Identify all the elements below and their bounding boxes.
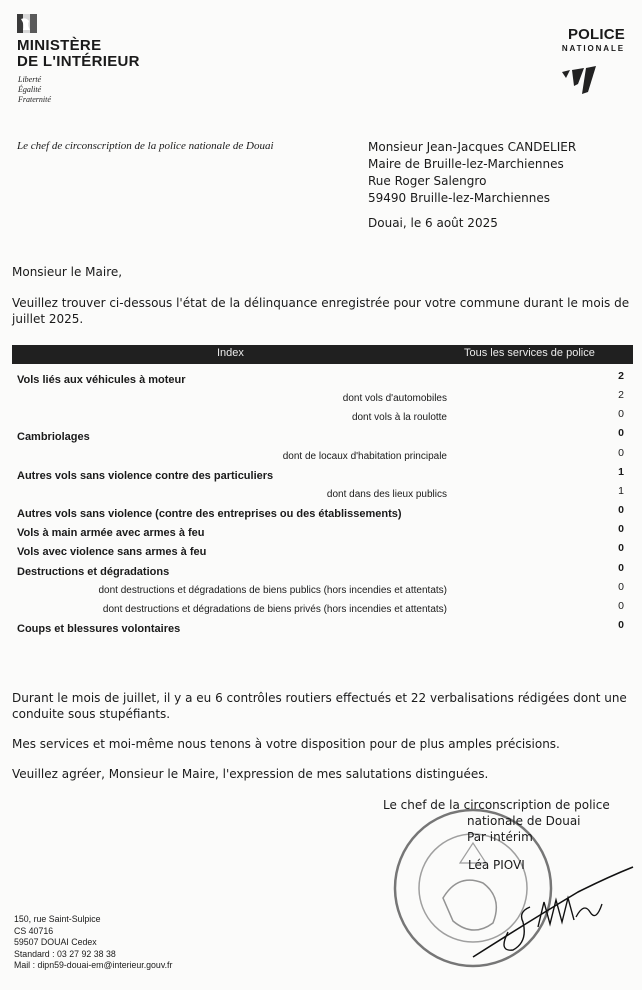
- row-category-label: Cambriolages: [17, 431, 90, 444]
- row-subcategory-label: dont dans des lieux publics: [326, 488, 447, 500]
- signature-line-3: Par intérim: [467, 830, 533, 844]
- ministry-name: [17, 38, 140, 70]
- row-subcategory-label: dont vols à la roulotte: [351, 412, 447, 424]
- row-category-label: Vols liés aux véhicules à moteur: [17, 374, 186, 386]
- address-phone: Standard : 03 27 92 38 38: [14, 948, 116, 959]
- recipient-street: Rue Roger Salengro: [368, 174, 487, 188]
- row-category-label: Autres vols sans violence contre des particuliers: [17, 469, 274, 482]
- row-value: 0: [618, 504, 624, 517]
- row-subcategory-label: dont vols d'automobiles: [342, 393, 447, 405]
- table-row: [0, 561, 642, 584]
- table-row: [0, 484, 642, 507]
- intro-paragraph: Veuillez trouver ci-dessous l'état de la délinquance enregistrée pour votre commune durant le mois de juillet 2025.: [12, 296, 630, 326]
- row-value: 0: [618, 542, 624, 555]
- motto-egalite: Égalité: [18, 85, 42, 94]
- motto-fraternite: Fraternité: [18, 95, 51, 104]
- row-value: 0: [618, 561, 624, 574]
- address-street: 150, rue Saint-Sulpice: [14, 914, 101, 924]
- police-logo-line-1: POLICE: [567, 26, 625, 43]
- ministry-line-2: DE L'INTÉRIEUR: [17, 53, 140, 70]
- table-row: [0, 427, 642, 449]
- row-subcategory-label: dont destructions et dégradations de biens publics (hors incendies et attentats): [98, 584, 447, 596]
- marianne-logo-icon: [17, 14, 37, 33]
- row-value: 0: [618, 580, 624, 593]
- salutation: Monsieur le Maire,: [12, 265, 123, 279]
- row-value: 0: [618, 446, 624, 459]
- row-value: 0: [618, 599, 624, 612]
- address-cs: CS 40716: [14, 925, 54, 936]
- table-row: [0, 370, 642, 392]
- signatory-name: Léa PIOVI: [468, 858, 525, 872]
- row-value: 2: [618, 389, 624, 402]
- table-row: [0, 389, 642, 411]
- table-row: [0, 504, 642, 526]
- police-wings-icon: [560, 64, 598, 94]
- address-city: 59507 DOUAI Cedex: [14, 937, 97, 947]
- row-value: 1: [618, 465, 624, 478]
- motto-liberte: Liberté: [18, 75, 42, 84]
- row-category-label: Autres vols sans violence (contre des entreprises ou des établissements): [17, 508, 402, 521]
- table-row: [0, 408, 642, 430]
- row-category-label: Vols à main armée avec armes à feu: [17, 527, 205, 540]
- row-value: 0: [618, 408, 624, 421]
- signature-line-1: Le chef de la circonscription de police: [383, 798, 610, 812]
- table-row: [0, 542, 642, 564]
- recipient-address: [368, 139, 576, 207]
- paragraph-controls: Durant le mois de juillet, il y a eu 6 contrôles routiers effectués et 22 verbalisations rédigées dont une conduite sous stupéfiants.: [12, 691, 627, 721]
- table-row: [0, 580, 642, 603]
- office-address: [14, 914, 172, 972]
- table-row: [0, 446, 642, 469]
- table-header: [12, 345, 633, 364]
- table-row: [0, 523, 642, 545]
- paragraph-greetings: Veuillez agréer, Monsieur le Maire, l'expression de mes salutations distinguées.: [12, 767, 489, 781]
- signature-line-2: nationale de Douai: [467, 814, 581, 828]
- row-value: 0: [618, 427, 624, 440]
- recipient-title: Maire de Bruille-lez-Marchiennes: [368, 157, 564, 171]
- recipient-city: 59490 Bruille-lez-Marchiennes: [368, 191, 550, 205]
- row-value: 2: [618, 370, 624, 382]
- police-nationale-logo: [562, 28, 625, 56]
- row-subcategory-label: dont destructions et dégradations de biens privés (hors incendies et attentats): [102, 603, 447, 615]
- police-logo-line-2: NATIONALE: [561, 44, 625, 53]
- column-header-index: Index: [217, 347, 244, 359]
- recipient-name: Monsieur Jean-Jacques CANDELIER: [368, 140, 577, 154]
- address-mail: Mail : dipn59-douai-em@interieur.gouv.fr: [14, 960, 173, 970]
- table-row: [0, 465, 642, 488]
- row-subcategory-label: dont de locaux d'habitation principale: [282, 450, 447, 462]
- row-category-label: Vols avec violence sans armes à feu: [17, 546, 207, 559]
- closing-paragraphs: [12, 690, 634, 796]
- table-row: [0, 618, 642, 641]
- column-header-services: Tous les services de police: [464, 347, 595, 359]
- row-category-label: Destructions et dégradations: [17, 565, 170, 578]
- paragraph-availability: Mes services et moi-même nous tenons à votre disposition pour de plus amples précisions.: [12, 737, 560, 751]
- sender-title: Le chef de circonscription de la police nationale de Douai: [17, 140, 274, 152]
- handwritten-signature: [468, 862, 638, 962]
- table-row: [0, 599, 642, 622]
- row-value: 0: [618, 618, 624, 631]
- ministry-line-1: MINISTÈRE: [17, 37, 102, 54]
- republic-motto: [18, 75, 51, 105]
- row-value: 1: [618, 484, 624, 497]
- letter-date: Douai, le 6 août 2025: [368, 216, 498, 230]
- row-category-label: Coups et blessures volontaires: [17, 622, 181, 635]
- row-value: 0: [618, 523, 624, 536]
